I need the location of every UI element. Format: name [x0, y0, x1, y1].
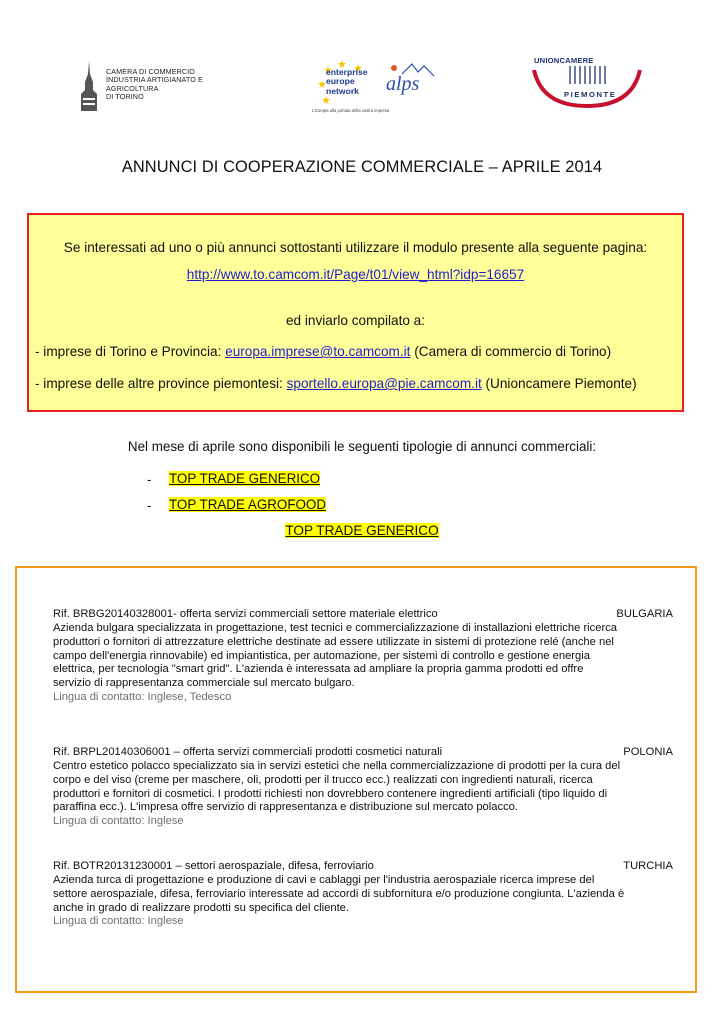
- offer-item: [53, 860, 673, 929]
- notice-torino-line: [35, 344, 611, 359]
- offer-contact-language: Lingua di contatto: Inglese, Tedesco: [53, 690, 232, 703]
- notice-other-line: [35, 376, 637, 391]
- notice-instructions: Se interessati ad uno o più annunci sottostanti utilizzare il modulo presente alla seguente pagina:: [63, 240, 648, 255]
- offer-item: [53, 608, 673, 705]
- een-line: europe: [326, 76, 355, 87]
- offer-description-line: anche in grado di realizzare prodotti su specifica del cliente.: [53, 901, 350, 914]
- other-prefix: - imprese delle altre province piemontesi:: [35, 376, 287, 391]
- offer-description-line: produttori o fornitori di attrezzature elettriche destinate ad essere utilizzate in sistemi di protezione relé (anche nel: [53, 635, 614, 648]
- offer-description-line: elettrica, per tecnologia "smart grid". L'azienda è interessata ad ampliare la propria gamma prodotti ed offre: [53, 663, 584, 676]
- offer-description-line: Centro estetico polacco specializzato sia in servizi estetici che nella commercializzazione di prodotti per la cura del: [53, 760, 621, 772]
- category-item: [147, 497, 326, 515]
- offer-country: BULGARIA: [616, 608, 673, 620]
- category-link[interactable]: TOP TRADE GENERICO: [169, 471, 321, 486]
- other-suffix: (Unioncamere Piemonte): [481, 376, 637, 391]
- offer-item: [53, 746, 673, 829]
- offer-reference: Rif. BOTR20131230001 – settori aerospaziale, difesa, ferroviario: [53, 860, 374, 872]
- een-line: network: [326, 85, 359, 96]
- een-name: [326, 68, 368, 96]
- notice-box: [27, 213, 684, 412]
- offer-description-line: campo dell'energia rinnovabile) ed impiantistica, per automazione, per sistemi di controllo e gestione energia: [53, 649, 590, 662]
- torino-email-link[interactable]: europa.imprese@to.camcom.it: [225, 344, 411, 359]
- offer-contact-language: Lingua di contatto: Inglese: [53, 915, 184, 928]
- een-tagline: L'Europa alla portata della vostra impresa: [312, 108, 390, 113]
- offers-box: [15, 566, 697, 993]
- offer-description-line: Azienda turca di progettazione e produzione di cavi e cablaggi per l'industria aerospaziale ricerca imprese del: [53, 874, 595, 886]
- notice-send-to: ed inviarlo compilato a:: [285, 313, 426, 328]
- unioncamere-piemonte-logo: [528, 50, 646, 112]
- offer-description-line: servizio di rappresentanza commerciale sul mercato bulgaro.: [53, 677, 355, 690]
- bullet-dash: -: [147, 498, 152, 513]
- offer-description-line: Azienda bulgara specializzata in progettazione, test tecnici e commercializzazione di installazioni elettriche ricerca: [53, 622, 618, 634]
- offer-reference: Rif. BRPL20140306001 – offerta servizi commerciali prodotti cosmetici naturali: [53, 746, 443, 758]
- uc-top-label: UNIONCAMERE: [534, 56, 594, 65]
- ccia-line: DI TORINO: [106, 92, 144, 102]
- category-item: [147, 471, 321, 489]
- section-title-text: TOP TRADE GENERICO: [285, 523, 439, 538]
- ccia-torino-logo: [76, 60, 256, 112]
- een-line: enterprise: [326, 67, 368, 77]
- offer-description-line: paraffina ecc.). L'impresa offre servizio di rappresentanza e distribuzione sul mercato polacco.: [53, 801, 518, 814]
- ccia-line: CAMERA DI COMMERCIO: [106, 67, 195, 76]
- intro-text: Nel mese di aprile sono disponibili le seguenti tipologie di annunci commerciali:: [127, 439, 597, 454]
- enterprise-europe-network-logo: [312, 56, 442, 116]
- offer-description-line: corpo e del viso (creme per maschere, oli, prodotti per il trucco ecc.) realizzati con ingredienti naturali, ricerca: [53, 773, 593, 786]
- page-title: ANNUNCI DI COOPERAZIONE COMMERCIALE – APRILE 2014: [121, 158, 603, 176]
- offer-description-line: produttori e fornitori di cosmetici. I prodotti richiesti non dovrebbero contenere ingredienti artificiali (tipo liquido di: [53, 787, 608, 800]
- offer-country: POLONIA: [623, 746, 673, 758]
- category-link[interactable]: TOP TRADE AGROFOOD: [169, 497, 326, 512]
- notice-url-line: [29, 267, 682, 282]
- offer-header: [53, 860, 673, 874]
- uc-emblem-icon: [528, 64, 646, 112]
- ccia-name: [106, 68, 256, 102]
- offer-header: [53, 746, 673, 760]
- ccia-line: INDUSTRIA ARTIGIANATO E AGRICOLTURA: [106, 75, 203, 93]
- uc-bottom-label: PIEMONTE: [564, 90, 617, 99]
- offer-header: [53, 608, 673, 622]
- offer-reference: Rif. BRBG20140328001- offerta servizi commerciali settore materiale elettrico: [53, 608, 438, 620]
- mole-antonelliana-icon: [76, 60, 102, 112]
- bullet-dash: -: [147, 472, 152, 487]
- torino-suffix: (Camera di commercio di Torino): [410, 344, 612, 359]
- offer-country: TURCHIA: [623, 860, 673, 872]
- alps-label: alps: [386, 73, 420, 95]
- offer-contact-language: Lingua di contatto: Inglese: [53, 815, 184, 828]
- offer-description-line: settore aerospaziale, difesa, ferroviario interessate ad accordi di subfornitura e/o produzione congiunta. L'azienda è: [53, 887, 625, 900]
- form-page-link[interactable]: http://www.to.camcom.it/Page/t01/view_html?idp=16657: [186, 267, 525, 282]
- other-email-link[interactable]: sportello.europa@pie.camcom.it: [286, 376, 482, 391]
- torino-prefix: - imprese di Torino e Provincia:: [35, 344, 226, 359]
- alps-logo: [382, 60, 438, 100]
- section-title: [0, 523, 724, 538]
